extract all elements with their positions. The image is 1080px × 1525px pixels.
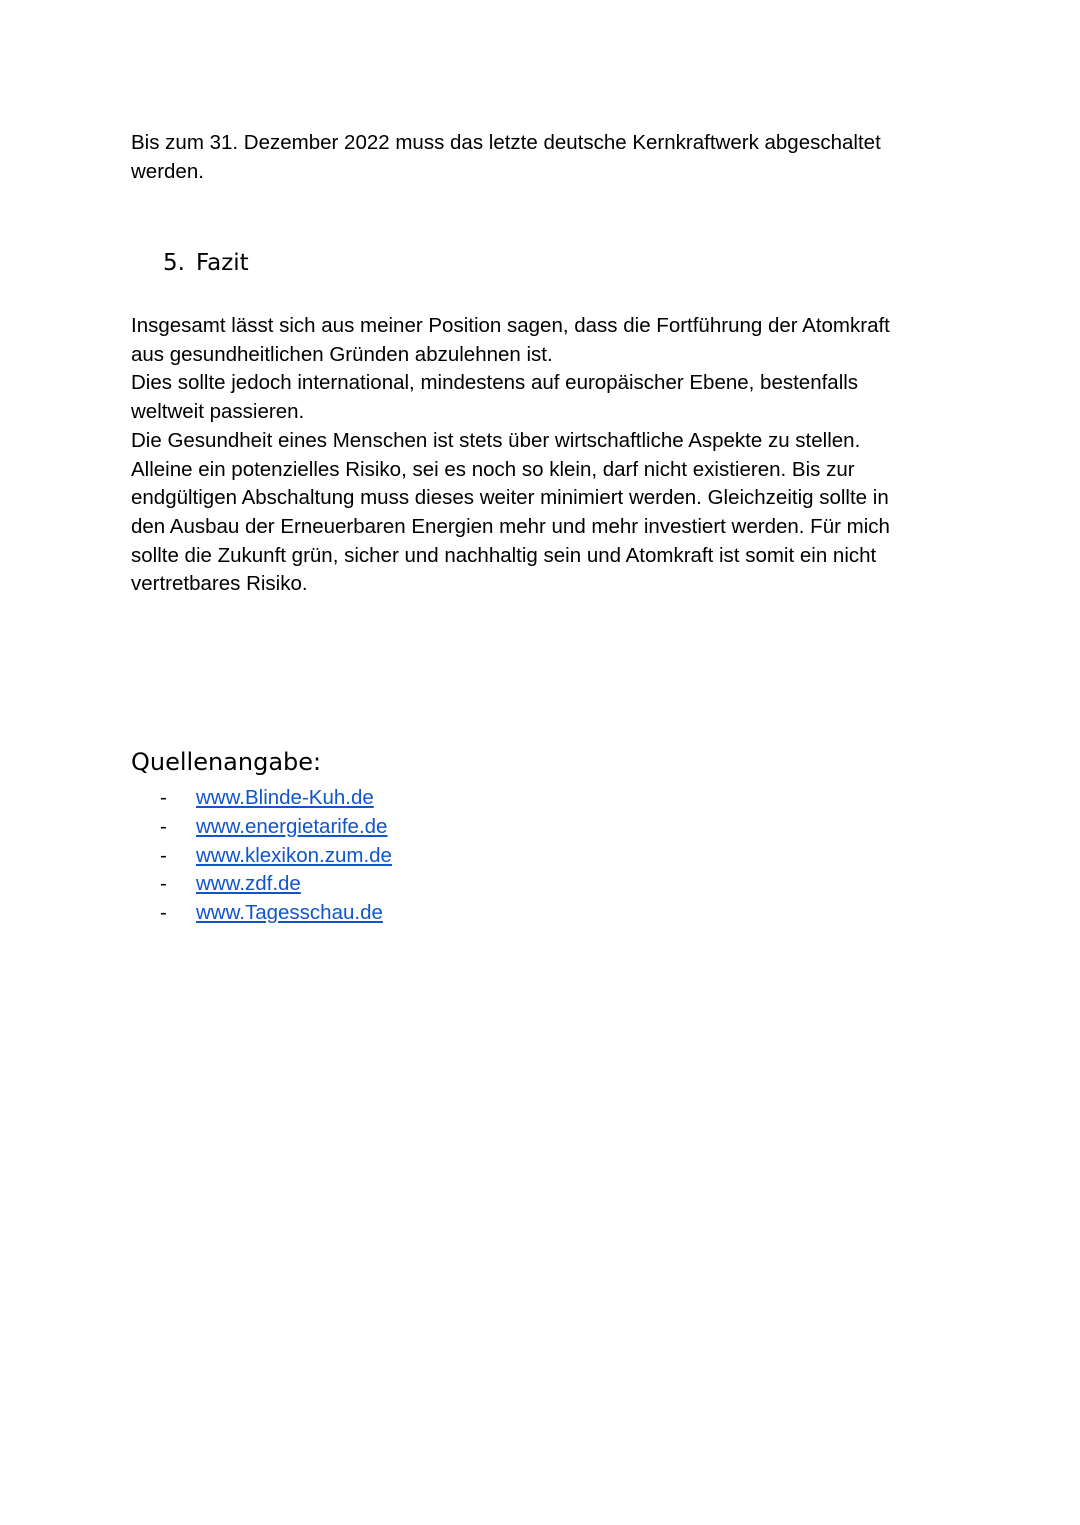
source-link-blinde-kuh[interactable]: www.Blinde-Kuh.de	[196, 786, 374, 809]
source-link-klexikon[interactable]: www.klexikon.zum.de	[196, 843, 392, 867]
intro-line: werden.	[131, 159, 204, 183]
list-item	[160, 813, 392, 842]
bullet-dash: -	[160, 814, 167, 838]
source-link-energietarife[interactable]: www.energietarife.de	[196, 814, 388, 838]
conclusion-line: den Ausbau der Erneuerbaren Energien mehr und mehr investiert werden. Für mich	[131, 514, 890, 538]
intro-paragraph	[131, 129, 961, 186]
bullet-dash: -	[160, 901, 167, 925]
list-item	[160, 842, 392, 871]
conclusion-line: weltweit passieren.	[131, 400, 305, 424]
conclusion-line: Alleine ein potenzielles Risiko, sei es noch so klein, darf nicht existieren. Bis zur	[131, 457, 855, 481]
bullet-dash: -	[160, 843, 167, 867]
list-item	[160, 870, 392, 899]
conclusion-line: Insgesamt lässt sich aus meiner Position sagen, dass die Fortführung der Atomkraft	[131, 314, 890, 337]
conclusion-line: vertretbares Risiko.	[131, 572, 308, 596]
section-number: 5.	[163, 250, 185, 276]
bullet-dash: -	[160, 786, 167, 809]
intro-line: Bis zum 31. Dezember 2022 muss das letzte deutsche Kernkraftwerk abgeschaltet	[131, 131, 881, 154]
conclusion-paragraph	[131, 312, 961, 599]
conclusion-line: Dies sollte jedoch international, mindestens auf europäischer Ebene, bestenfalls	[131, 371, 859, 395]
section-title: Fazit	[196, 250, 249, 276]
list-item	[160, 784, 392, 813]
section-heading-fazit	[163, 247, 249, 279]
conclusion-line: sollte die Zukunft grün, sicher und nachhaltig sein und Atomkraft ist somit ein nicht	[131, 543, 877, 567]
source-link-zdf[interactable]: www.zdf.de	[196, 872, 301, 896]
source-link-tagesschau[interactable]: www.Tagesschau.de	[196, 901, 383, 925]
bullet-dash: -	[160, 872, 167, 896]
conclusion-line: aus gesundheitlichen Gründen abzulehnen ist.	[131, 342, 553, 366]
list-item	[160, 899, 392, 928]
sources-list	[160, 784, 392, 928]
conclusion-line: endgültigen Abschaltung muss dieses weiter minimiert werden. Gleichzeitig sollte in	[131, 486, 889, 510]
conclusion-line: Die Gesundheit eines Menschen ist stets über wirtschaftliche Aspekte zu stellen.	[131, 428, 861, 452]
sources-title: Quellenangabe:	[131, 748, 322, 776]
